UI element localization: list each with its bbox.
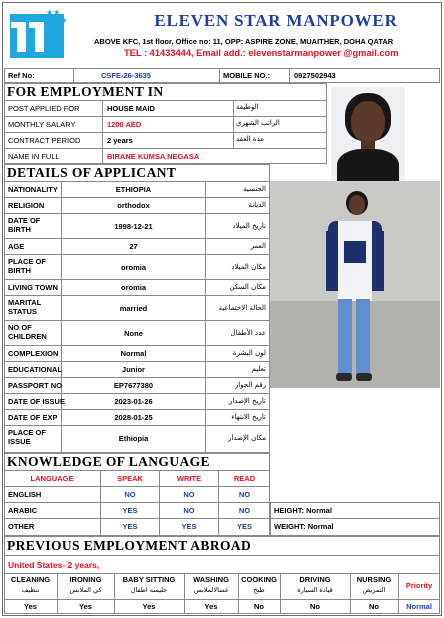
- row-divider: [4, 361, 270, 362]
- language-level: NO: [238, 506, 251, 515]
- ref-value: CSFE-26-3635: [100, 71, 152, 80]
- applicant-value: oromia: [120, 283, 146, 292]
- weight-value: WEIGHT: Normal: [274, 522, 334, 531]
- language-level: YES: [181, 522, 197, 531]
- applicant-arabic: تاريخ الميلاد: [232, 221, 266, 230]
- language-level: YES: [236, 522, 252, 531]
- skill-value: Yes: [142, 602, 156, 611]
- language-level: NO: [183, 490, 195, 499]
- applicant-arabic: مكان الميلاد: [231, 262, 266, 271]
- language-name: ARABIC: [8, 506, 38, 515]
- mobile-label: MOBILE NO.:: [223, 71, 271, 80]
- applicant-value: 27: [129, 242, 138, 251]
- applicant-label: PLACE OF ISSUE: [8, 428, 46, 446]
- row-divider: [4, 181, 270, 182]
- applicant-value: married: [119, 303, 148, 313]
- skill-name: CLEANING: [10, 575, 51, 584]
- applicant-value: ETHIOPIA: [115, 185, 152, 194]
- row-divider: [4, 197, 270, 198]
- skill-name: BABY SITTING: [122, 575, 176, 584]
- company-name: ELEVEN STAR MANPOWER: [154, 11, 398, 30]
- row-divider: [4, 213, 270, 214]
- applicant-portrait: [327, 83, 405, 181]
- row-divider: [4, 425, 270, 426]
- language-name: ENGLISH: [8, 490, 42, 499]
- applicant-label: PASSPORT NO: [8, 381, 63, 390]
- applicant-label: DATE OF BIRTH: [8, 216, 41, 234]
- employment-label: MONTHLY SALARY: [8, 120, 76, 129]
- language-title: KNOWLEDGE OF LANGUAGE: [7, 454, 210, 469]
- company-logo: [9, 9, 71, 59]
- applicant-value: Junior: [122, 365, 145, 374]
- applicant-arabic: رقم الجواز: [234, 381, 266, 389]
- applicant-value: orthodox: [117, 201, 150, 210]
- applicant-arabic: تاريخ الانتهاء: [231, 413, 266, 421]
- row-divider: [4, 295, 270, 296]
- applicant-full-photo: [270, 181, 440, 388]
- previous-title: PREVIOUS EMPLOYMENT ABROAD: [7, 538, 252, 553]
- applicant-arabic: الحالة الاجتماعية: [218, 303, 266, 312]
- employment-value: 2 years: [107, 136, 133, 145]
- ref-label: Ref No:: [8, 71, 35, 80]
- employment-arabic: الوظيفة: [236, 103, 259, 111]
- applicant-label: PLACE OF BIRTH: [8, 257, 46, 275]
- employment-value: BIRANE KUMSA NEGASA: [107, 152, 200, 161]
- language-header: LANGUAGE: [30, 474, 74, 483]
- applicant-arabic: تعليم: [251, 365, 266, 373]
- applicant-label: NO OF CHILDREN: [8, 323, 47, 341]
- skill-arabic: قيادة السيارة: [297, 586, 333, 594]
- language-level: NO: [183, 506, 195, 515]
- logo-stars: ★★ ★★★: [46, 8, 68, 25]
- skill-arabic: طبخ: [253, 586, 265, 594]
- applicant-arabic: الديانة: [248, 201, 266, 209]
- language-header: WRITE: [176, 474, 202, 483]
- applicant-label: LIVING TOWN: [8, 283, 58, 292]
- employment-label: CONTRACT PERIOD: [8, 136, 81, 145]
- skill-name: COOKING: [241, 575, 277, 584]
- applicant-value: 1998-12-21: [114, 221, 153, 231]
- applicant-label: EDUCATIONAL: [8, 365, 63, 374]
- mobile-value: 0927502943: [294, 71, 336, 80]
- applicant-arabic: مكان الإصدار: [228, 433, 266, 442]
- skill-arabic: غسالالملابس: [193, 586, 229, 594]
- priority-label: Priority: [405, 581, 433, 590]
- applicant-label: DATE OF EXP: [8, 413, 58, 422]
- language-level: NO: [238, 490, 251, 499]
- ref-row: [4, 68, 440, 83]
- skill-value: Yes: [24, 602, 37, 611]
- applicant-value: Ethiopia: [118, 433, 149, 443]
- applicant-value: 2028-01-25: [114, 413, 153, 422]
- skill-value: No: [310, 602, 320, 611]
- skill-name: NURSING: [356, 575, 392, 584]
- employment-label: NAME IN FULL: [8, 152, 60, 161]
- applicant-label: RELIGION: [8, 201, 45, 210]
- applicant-arabic: الجنسية: [243, 185, 266, 193]
- row-divider: [4, 238, 270, 239]
- skill-name: WASHING: [193, 575, 229, 584]
- skill-name: DRIVING: [299, 575, 331, 584]
- row-divider: [4, 279, 270, 280]
- priority-value: Normal: [406, 602, 432, 611]
- row-divider: [4, 409, 270, 410]
- applicant-label: MARITAL STATUS: [8, 298, 42, 316]
- skill-arabic: جليسه اطفال: [130, 586, 168, 594]
- applicant-arabic: لون البشرة: [232, 349, 266, 357]
- skill-arabic: التمريض: [362, 586, 386, 594]
- skill-value: Yes: [79, 602, 92, 611]
- applicant-title: DETAILS OF APPLICANT: [7, 165, 177, 180]
- row-divider: [4, 320, 270, 321]
- applicant-value: EP7677380: [113, 381, 154, 390]
- applicant-label: COMPLEXION: [8, 349, 59, 358]
- applicant-arabic: عدد الأطفال: [230, 328, 266, 337]
- applicant-arabic: العمر: [250, 242, 266, 250]
- language-level: YES: [122, 506, 138, 515]
- applicant-value: oromia: [120, 262, 146, 272]
- applicant-arabic: تاريخ الإصدار: [228, 397, 266, 405]
- row-divider: [4, 254, 270, 255]
- employment-title: FOR EMPLOYMENT IN: [7, 84, 164, 99]
- skill-value: No: [369, 602, 379, 611]
- skill-arabic: كي الملابس: [69, 586, 102, 594]
- applicant-label: DATE OF ISSUE: [8, 397, 65, 406]
- applicant-label: NATIONALITY: [8, 185, 58, 194]
- employment-value: HOUSE MAID: [107, 104, 155, 113]
- skill-value: No: [254, 602, 264, 611]
- language-header: SPEAK: [117, 474, 143, 483]
- employment-label: POST APPLIED FOR: [8, 104, 80, 113]
- height-value: HEIGHT: Normal: [274, 506, 332, 515]
- applicant-value: 2023-01-26: [114, 397, 153, 406]
- row-divider: [4, 377, 270, 378]
- skill-name: IRONING: [69, 575, 102, 584]
- row-divider: [4, 345, 270, 346]
- applicant-value: None: [124, 328, 143, 338]
- employment-arabic: الراتب الشهري: [236, 119, 280, 127]
- language-level: YES: [122, 522, 138, 531]
- applicant-value: Normal: [120, 349, 147, 358]
- previous-country: United States- 2 years,: [8, 560, 100, 570]
- skill-arabic: تنظيف: [21, 586, 40, 594]
- applicant-label: AGE: [8, 242, 25, 251]
- employment-value: 1200 AED: [107, 120, 142, 129]
- company-contact: TEL : 41433444, Email add.: elevenstarmanpower @gmail.com: [124, 48, 399, 58]
- language-header: READ: [233, 474, 256, 483]
- language-name: OTHER: [8, 522, 35, 531]
- row-divider: [4, 393, 270, 394]
- language-level: NO: [124, 490, 136, 499]
- applicant-arabic: مكان السكن: [229, 283, 266, 291]
- company-address: ABOVE KFC, 1st floor, Office no: 11, OPP: ASPIRE ZONE, MUAITHER, DOHA QATAR: [94, 37, 394, 46]
- skill-value: Yes: [204, 602, 218, 611]
- employment-arabic: مدة العقد: [236, 135, 264, 143]
